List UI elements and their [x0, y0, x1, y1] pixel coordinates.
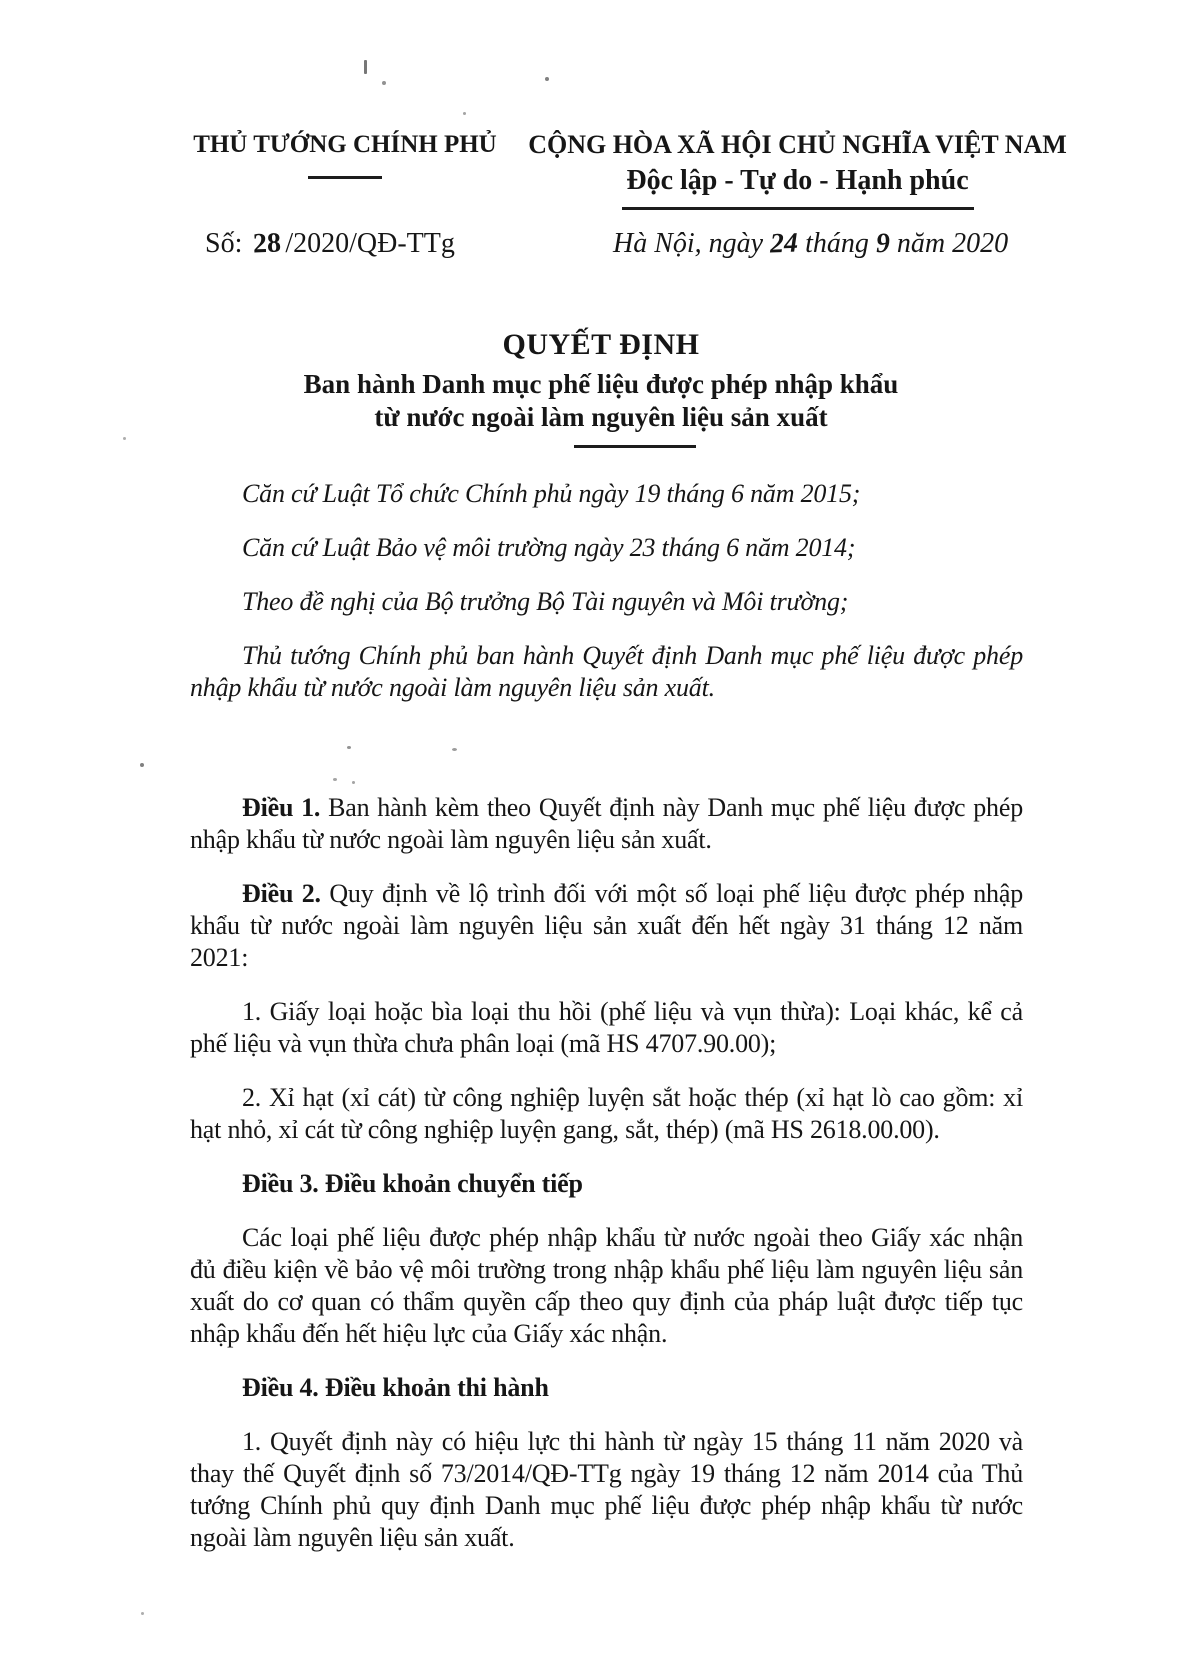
national-block [525, 130, 1070, 210]
doc-type-title: QUYẾT ĐỊNH [502, 328, 700, 361]
doc-number [205, 227, 505, 261]
national-title: CỘNG HÒA XÃ HỘI CHỦ NGHĨA VIỆT NAM [528, 130, 1067, 159]
scan-artifact [382, 81, 386, 85]
scan-artifact [141, 1612, 144, 1615]
article-2-item-1: 1. Giấy loại hoặc bìa loại thu hồi (phế liệu và vụn thừa): Loại khác, kể cả phế liệu và vụn thừa chưa phân loại (mã HS 4707.90.00); [190, 997, 1023, 1058]
article-1-text: Ban hành kèm theo Quyết định này Danh mục phế liệu được phép nhập khẩu từ nước ngoài làm nguyên liệu sản xuất. [190, 793, 1023, 854]
preamble-paragraph: Theo đề nghị của Bộ trưởng Bộ Tài nguyên và Môi trường; [242, 587, 849, 616]
article-1-label: Điều 1. [242, 793, 321, 822]
article-4-text: 1. Quyết định này có hiệu lực thi hành từ ngày 15 tháng 11 năm 2020 và thay thế Quyết định số 73/2014/QĐ-TTg ngày 19 tháng 12 năm 2014 của Thủ tướng Chính phủ quy định Danh mục phế liệu được phép nhập khẩu từ nước ngoài làm nguyên liệu sản xuất. [190, 1427, 1023, 1552]
article-2 [190, 878, 1023, 974]
date-mid: tháng [805, 228, 869, 259]
issuer-block [170, 130, 520, 210]
national-motto: Độc lập - Tự do - Hạnh phúc [626, 165, 969, 196]
date-month-handwritten: 9 [875, 227, 891, 260]
title-block [0, 328, 1202, 448]
date-suffix: năm 2020 [896, 228, 1009, 259]
scan-artifact [463, 112, 466, 115]
place-date [613, 227, 1008, 261]
article-4-heading: Điều 4. Điều khoản thi hành [242, 1373, 549, 1402]
preamble-paragraph: Căn cứ Luật Bảo vệ môi trường ngày 23 tháng 6 năm 2014; [242, 533, 856, 562]
article-1 [190, 792, 1023, 856]
doc-subject-line2: từ nước ngoài làm nguyên liệu sản xuất [374, 402, 828, 432]
meta-row [0, 227, 1202, 261]
article-2-text: Quy định về lộ trình đối với một số loại phế liệu được phép nhập khẩu từ nước ngoài làm nguyên liệu sản xuất đến hết ngày 31 tháng 12 năm 2021: [190, 879, 1023, 972]
document-header [0, 130, 1202, 210]
doc-number-suffix: /2020/QĐ-TTg [285, 228, 455, 259]
date-day-handwritten: 24 [769, 227, 799, 260]
doc-subject-line1: Ban hành Danh mục phế liệu được phép nhập khẩu [303, 369, 899, 399]
document-body [190, 478, 1023, 1554]
scan-artifact [364, 60, 367, 74]
doc-number-handwritten: 28 [252, 227, 282, 260]
article-3-heading: Điều 3. Điều khoản chuyển tiếp [242, 1169, 583, 1198]
date-prefix: Hà Nội, ngày [613, 228, 764, 259]
scan-artifact [545, 77, 549, 81]
motto-rule [622, 207, 974, 210]
article-3-text: Các loại phế liệu được phép nhập khẩu từ nước ngoài theo Giấy xác nhận đủ điều kiện về bảo vệ môi trường trong nhập khẩu phế liệu làm nguyên liệu sản xuất do cơ quan có thẩm quyền cấp theo quy định của pháp luật được tiếp tục nhập khẩu đến hết hiệu lực của Giấy xác nhận. [190, 1223, 1023, 1348]
doc-number-label: Số: [205, 228, 243, 259]
article-2-label: Điều 2. [242, 879, 321, 908]
preamble-paragraph: Thủ tướng Chính phủ ban hành Quyết định Danh mục phế liệu được phép nhập khẩu từ nước ngoài làm nguyên liệu sản xuất. [190, 641, 1023, 702]
preamble-paragraph: Căn cứ Luật Tổ chức Chính phủ ngày 19 tháng 6 năm 2015; [242, 479, 861, 508]
title-rule [574, 445, 696, 448]
scan-artifact [140, 763, 144, 767]
article-2-item-2: 2. Xỉ hạt (xỉ cát) từ công nghiệp luyện sắt hoặc thép (xỉ hạt lò cao gồm: xỉ hạt nhỏ, xỉ cát từ công nghiệp luyện gang, sắt, thép) (mã HS 2618.00.00). [190, 1083, 1023, 1144]
issuer-name: THỦ TƯỚNG CHÍNH PHỦ [193, 131, 497, 158]
issuer-rule [308, 176, 382, 179]
